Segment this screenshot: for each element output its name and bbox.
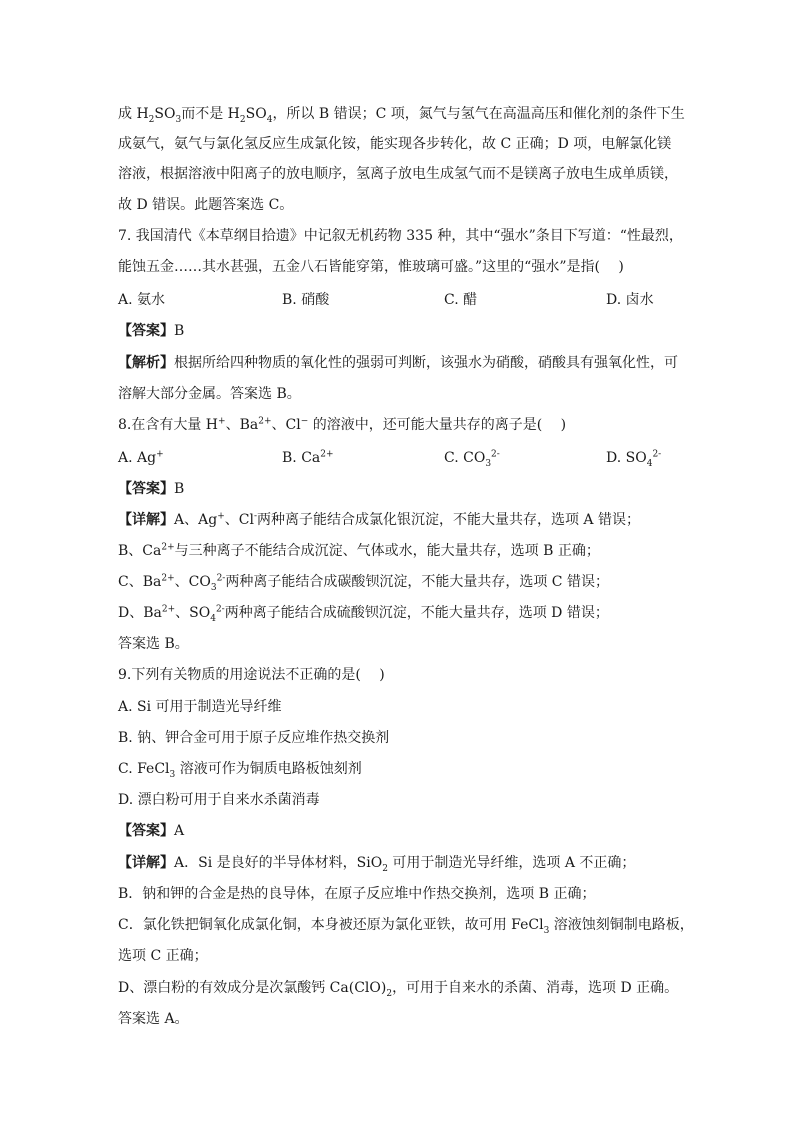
q7-answer xyxy=(118,321,184,341)
text: ，所以 B 错误；C 项，氮气与氢气在高温高压和催化剂的条件下生 xyxy=(272,106,685,122)
detail-label: 【详解】 xyxy=(118,512,174,528)
text: D. SO xyxy=(606,450,647,466)
superscript: 2- xyxy=(216,573,226,584)
text: 与三种离子不能结合成沉淀、气体或水，能大量共存，选项 B 正确； xyxy=(174,543,600,559)
q8-detail xyxy=(118,603,609,623)
answer-value: B xyxy=(174,481,185,497)
q7-analysis xyxy=(118,353,678,373)
answer-label: 【答案】 xyxy=(118,323,174,339)
superscript: + xyxy=(156,449,164,460)
subscript: 2 xyxy=(382,863,388,874)
answer-label: 【答案】 xyxy=(118,481,174,497)
detail-label: 【详解】 xyxy=(118,855,174,871)
paragraph-line xyxy=(118,104,685,124)
subscript: 2 xyxy=(239,114,246,125)
text: 、Cl xyxy=(271,417,301,433)
q7-option-b: B. 硝酸 xyxy=(282,292,330,308)
q8-option-b xyxy=(282,448,334,468)
subscript: 4 xyxy=(266,114,273,125)
superscript: 2- xyxy=(652,449,662,460)
superscript: 2+ xyxy=(161,604,176,615)
text: C. CO xyxy=(444,450,486,466)
text: 的溶液中，还可能大量共存的离子是( ) xyxy=(308,417,567,433)
question-7-stem: 能蚀五金……其水甚强，五金八石皆能穿第，惟玻璃可盛。”这里的“强水”是指( ) xyxy=(118,259,624,275)
question-7-stem: 7. 我国清代《本草纲目拾遗》中记叙无机药物 335 种，其中“强水”条目下写道：“性最烈， xyxy=(118,228,683,244)
text: C. FeCl xyxy=(118,761,170,777)
superscript: 2- xyxy=(491,449,500,460)
subscript: 3 xyxy=(169,769,176,780)
text: 溶液蚀刻铜制电路板， xyxy=(549,917,694,933)
answer-value: B xyxy=(174,323,185,339)
subscript: 3 xyxy=(175,114,182,125)
question-9-stem: 9.下列有关物质的用途说法不正确的是( ) xyxy=(118,667,385,683)
text: D、漂白粉的有效成分是次氯酸钙 Ca(ClO) xyxy=(118,980,387,996)
q8-conclusion: 答案选 B。 xyxy=(118,636,189,652)
q9-detail xyxy=(118,915,694,935)
text: C．氯化铁把铜氧化成氯化铜，本身被还原为氯化亚铁，故可用 FeCl xyxy=(118,917,544,933)
paragraph-line: 故 D 错误。此题答案选 C。 xyxy=(118,197,294,213)
superscript: + xyxy=(218,416,226,427)
q8-detail xyxy=(118,510,640,530)
q8-option-d xyxy=(606,448,661,468)
superscript: 2+ xyxy=(161,542,175,553)
text: 、Cl xyxy=(224,512,254,528)
text: 两种离子能结合成氯化银沉淀，不能大量共存，选项 A 错误； xyxy=(256,512,640,528)
q7-option-a: A. 氨水 xyxy=(118,292,166,308)
text: A、Ag xyxy=(174,512,218,528)
q9-detail: B．钠和钾的合金是热的良导体，在原子反应堆中作热交换剂，选项 B 正确； xyxy=(118,886,596,902)
text: 、CO xyxy=(174,574,211,590)
analysis-label: 【解析】 xyxy=(118,355,174,371)
text: 而不是 H xyxy=(181,106,240,122)
superscript: 2+ xyxy=(258,416,272,427)
q9-detail xyxy=(118,853,635,873)
text: A. Ag xyxy=(118,450,157,466)
text: D、Ba xyxy=(118,605,162,621)
q9-option-c xyxy=(118,759,362,779)
q7-option-c: C. 醋 xyxy=(444,292,478,308)
text: B、Ca xyxy=(118,543,162,559)
subscript: 3 xyxy=(485,458,492,469)
text: 、Ba xyxy=(225,417,259,433)
q9-option-b: B. 钠、钾合金可用于原子反应堆作热交换剂 xyxy=(118,730,390,746)
answer-value: A xyxy=(174,823,185,839)
q8-detail xyxy=(118,572,609,592)
text: 两种离子能结合成硫酸钡沉淀，不能大量共存，选项 D 错误； xyxy=(224,605,609,621)
paragraph-line: 成氨气，氨气与氯化氢反应生成氯化铵，能实现各步转化，故 C 正确；D 项，电解氯化镁 xyxy=(118,136,672,152)
question-8-stem xyxy=(118,415,566,435)
superscript: - xyxy=(253,511,257,522)
subscript: 2 xyxy=(148,114,155,125)
superscript: 2- xyxy=(215,604,225,615)
subscript: 3 xyxy=(210,582,217,593)
q8-option-a xyxy=(118,448,164,468)
q8-option-c xyxy=(444,448,500,468)
text: B. Ca xyxy=(282,450,321,466)
subscript: 4 xyxy=(210,613,216,624)
q9-option-a: A. Si 可用于制造光导纤维 xyxy=(118,699,282,715)
q8-detail xyxy=(118,541,600,561)
text: ，可用于自来水的杀菌、消毒，选项 D 正确。 xyxy=(392,980,679,996)
superscript: − xyxy=(300,416,309,427)
analysis-text: 根据所给四种物质的氧化性的强弱可判断，该强水为硝酸，硝酸具有强氧化性，可 xyxy=(174,355,678,371)
q9-detail xyxy=(118,978,678,998)
text: SO xyxy=(154,106,176,122)
q9-option-d: D. 漂白粉可用于自来水杀菌消毒 xyxy=(118,792,320,808)
q8-answer xyxy=(118,479,184,499)
superscript: + xyxy=(217,511,225,522)
superscript: 2+ xyxy=(161,573,175,584)
q7-analysis: 溶解大部分金属。答案选 B。 xyxy=(118,386,301,402)
text: A．Si 是良好的半导体材料，SiO xyxy=(174,855,383,871)
subscript: 2 xyxy=(386,988,393,999)
text: 可用于制造光导纤维，选项 A 不正确； xyxy=(387,855,636,871)
text: C、Ba xyxy=(118,574,162,590)
q7-option-d: D. 卤水 xyxy=(606,292,654,308)
superscript: 2+ xyxy=(320,449,334,460)
answer-label: 【答案】 xyxy=(118,823,174,839)
q9-answer xyxy=(118,821,184,841)
subscript: 4 xyxy=(646,458,653,469)
text: 两种离子能结合成碳酸钡沉淀，不能大量共存，选项 C 错误； xyxy=(225,574,609,590)
subscript: 3 xyxy=(543,925,550,936)
text: 、SO xyxy=(175,605,211,621)
text: 溶液可作为铜质电路板蚀刻剂 xyxy=(175,761,362,777)
paragraph-line: 溶液，根据溶液中阳离子的放电顺序，氢离子放电生成氢气而不是镁离子放电生成单质镁， xyxy=(118,166,678,182)
q9-conclusion: 答案选 A。 xyxy=(118,1011,189,1027)
text: 成 H xyxy=(118,106,149,122)
text: SO xyxy=(245,106,267,122)
text: 8.在含有大量 H xyxy=(118,417,219,433)
q9-detail: 选项 C 正确； xyxy=(118,948,208,964)
